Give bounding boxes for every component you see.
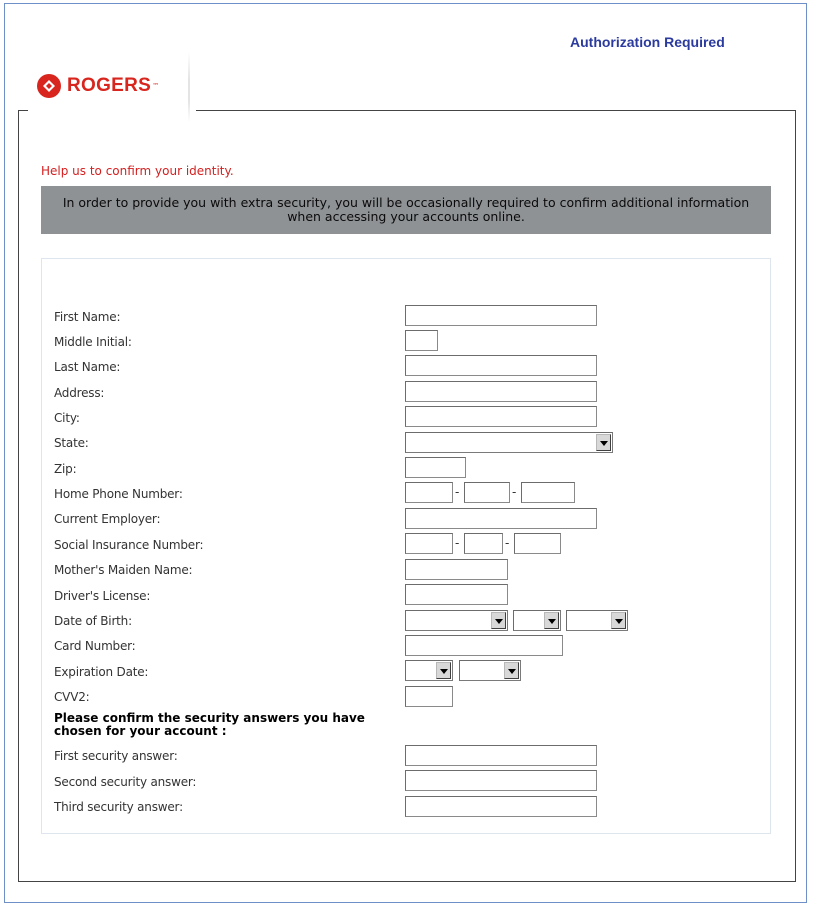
security-prompt: Please confirm the security answers you have chosen for your account : <box>54 711 365 738</box>
answer3-label: Third security answer: <box>54 800 183 814</box>
chevron-down-icon[interactable] <box>544 612 559 629</box>
state-select[interactable] <box>405 432 613 453</box>
state-label: State: <box>54 436 89 450</box>
answer3-input[interactable] <box>405 796 597 817</box>
city-input[interactable] <box>405 406 597 427</box>
home-phone-label: Home Phone Number: <box>54 487 183 501</box>
auth-required-title: Authorization Required <box>570 34 725 50</box>
help-heading: Help us to confirm your identity. <box>41 164 234 178</box>
address-input[interactable] <box>405 381 597 402</box>
answer1-label: First security answer: <box>54 749 178 763</box>
expiration-year-select[interactable] <box>459 660 521 681</box>
card-number-label: Card Number: <box>54 639 136 653</box>
middle-initial-label: Middle Initial: <box>54 335 132 349</box>
first-name-input[interactable] <box>405 305 597 326</box>
trademark-mark: ™ <box>152 82 160 90</box>
expiration-label: Expiration Date: <box>54 665 149 679</box>
address-label: Address: <box>54 386 105 400</box>
sin-part3-input[interactable] <box>514 533 561 554</box>
content-box-top-left <box>18 110 28 111</box>
chevron-down-icon[interactable] <box>436 662 451 679</box>
employer-label: Current Employer: <box>54 512 161 526</box>
answer2-label: Second security answer: <box>54 775 197 789</box>
phone-line-input[interactable] <box>521 482 575 503</box>
last-name-input[interactable] <box>405 355 597 376</box>
rogers-swirl-icon <box>36 73 62 99</box>
content-box-top-right <box>196 110 796 111</box>
maiden-name-label: Mother's Maiden Name: <box>54 563 193 577</box>
zip-label: Zip: <box>54 462 77 476</box>
chevron-down-icon[interactable] <box>504 662 519 679</box>
sin-dash-1: - <box>455 536 460 550</box>
middle-initial-input[interactable] <box>405 330 438 351</box>
first-name-label: First Name: <box>54 310 121 324</box>
brand-name: ROGERS <box>67 75 152 96</box>
drivers-license-input[interactable] <box>405 584 508 605</box>
zip-input[interactable] <box>405 457 466 478</box>
chevron-down-icon[interactable] <box>611 612 626 629</box>
chevron-down-icon[interactable] <box>491 612 506 629</box>
dob-year-select[interactable] <box>566 610 628 631</box>
answer1-input[interactable] <box>405 745 597 766</box>
phone-prefix-input[interactable] <box>464 482 510 503</box>
cvv2-label: CVV2: <box>54 690 90 704</box>
expiration-month-select[interactable] <box>405 660 453 681</box>
sin-part2-input[interactable] <box>464 533 503 554</box>
cvv2-input[interactable] <box>405 686 453 707</box>
sin-dash-2: - <box>505 536 510 550</box>
answer2-input[interactable] <box>405 770 597 791</box>
last-name-label: Last Name: <box>54 360 121 374</box>
dob-label: Date of Birth: <box>54 614 132 628</box>
employer-input[interactable] <box>405 508 597 529</box>
chevron-down-icon[interactable] <box>596 434 611 451</box>
city-label: City: <box>54 411 80 425</box>
security-notice: In order to provide you with extra security, you will be occasionally required to confirm additional information when accessing your accounts online. <box>41 186 771 234</box>
dob-month-select[interactable] <box>405 610 508 631</box>
rogers-logo[interactable] <box>36 70 159 102</box>
phone-dash-2: - <box>512 485 517 499</box>
card-number-input[interactable] <box>405 635 563 656</box>
drivers-license-label: Driver's License: <box>54 589 151 603</box>
phone-area-input[interactable] <box>405 482 453 503</box>
sin-label: Social Insurance Number: <box>54 538 204 552</box>
maiden-name-input[interactable] <box>405 559 508 580</box>
dob-day-select[interactable] <box>513 610 561 631</box>
phone-dash-1: - <box>455 485 460 499</box>
sin-part1-input[interactable] <box>405 533 453 554</box>
